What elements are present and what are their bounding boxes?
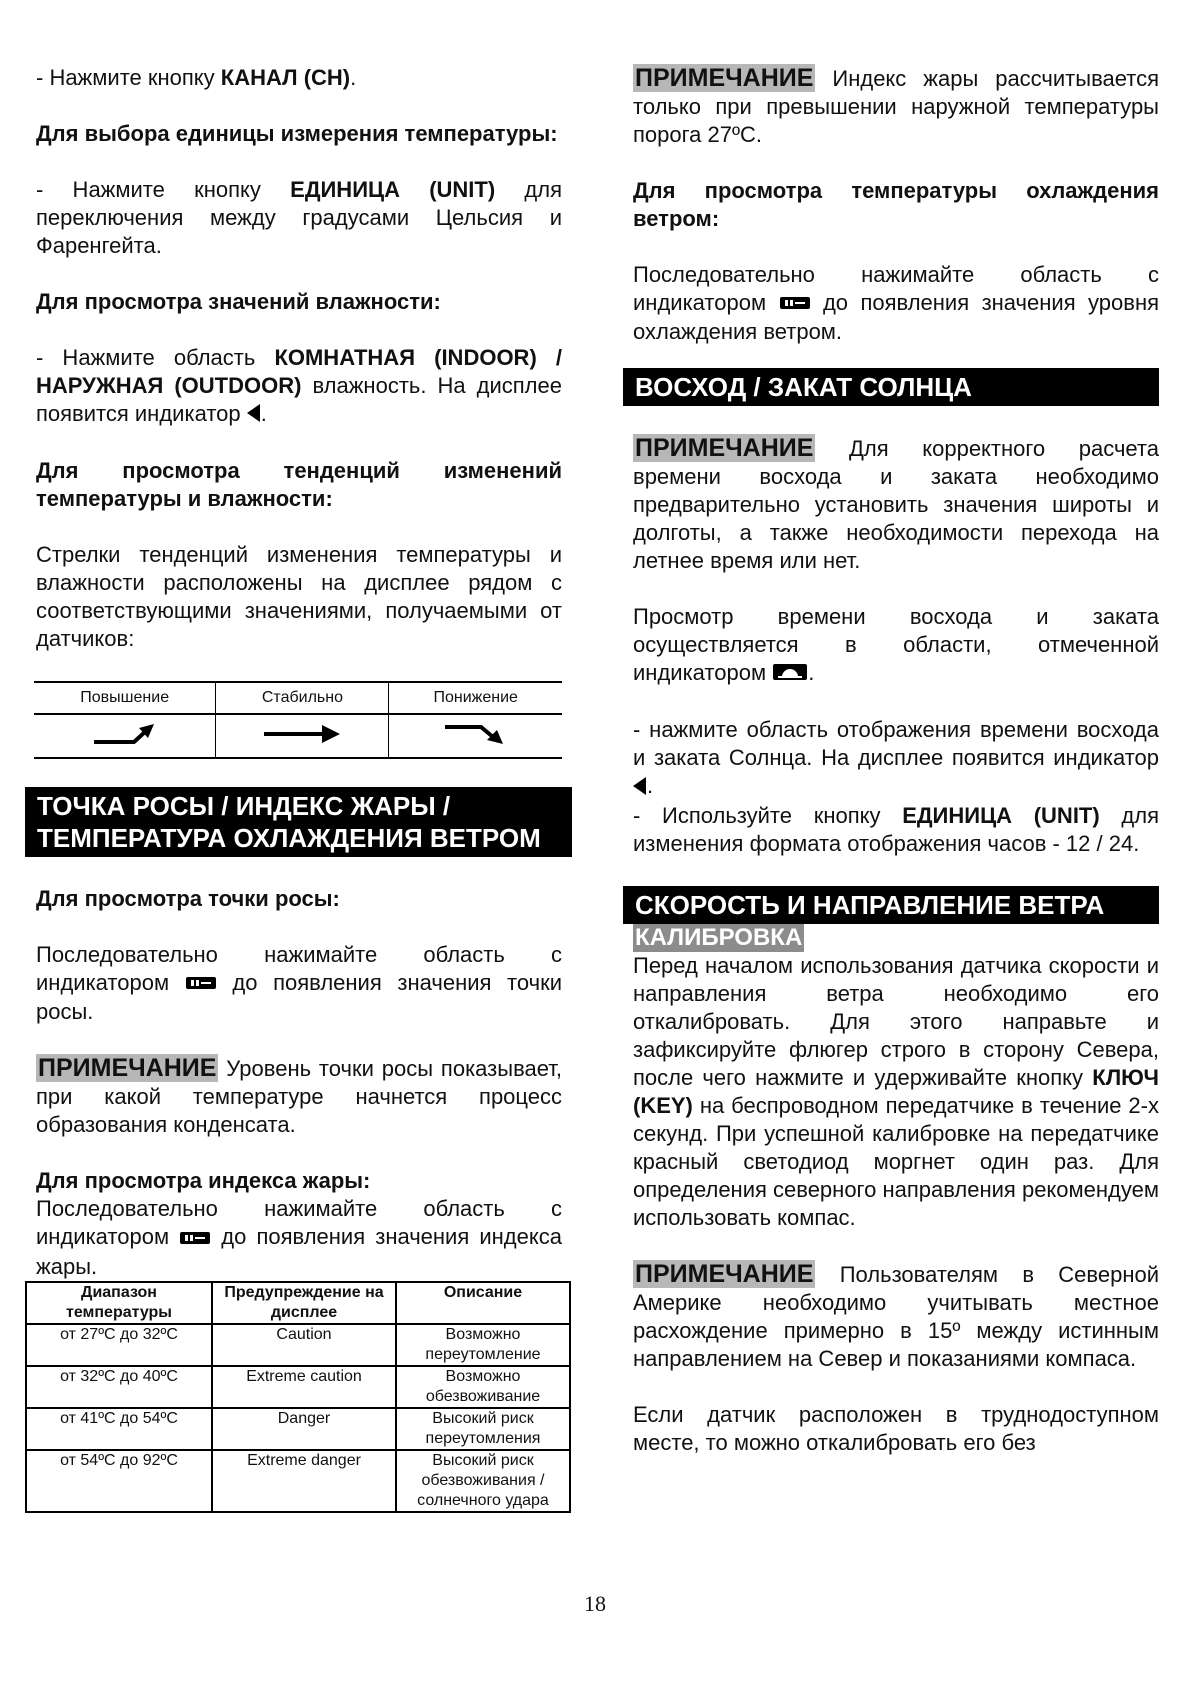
mode-indicator-icon xyxy=(779,290,811,318)
bold-text: КАНАЛ (CH) xyxy=(220,65,351,90)
heat-index-table xyxy=(25,1281,571,1513)
text: . xyxy=(808,660,815,686)
text: - Нажмите кнопку xyxy=(36,177,291,202)
text: Последовательно нажимайте область с индикатором xyxy=(36,1196,562,1250)
text: Последовательно нажимайте область с индикатором xyxy=(633,262,1159,315)
text: Последовательно нажимайте область с индикатором xyxy=(36,942,562,996)
page-number: 18 xyxy=(584,1591,606,1616)
paragraph-sunrise-area xyxy=(633,603,1159,688)
text: - нажмите область отображения времени восхода и заката Солнца. На дисплее появится индикатор xyxy=(633,717,1159,771)
pointer-indicator-icon xyxy=(247,401,261,429)
note-label: ПРИМЕЧАНИЕ xyxy=(635,434,814,463)
text: Просмотр времени восхода и заката осуществляется в области, отмеченной индикатором xyxy=(633,604,1159,686)
section-title-dew-heat-chill: ТОЧКА РОСЫ / ИНДЕКС ЖАРЫ / ТЕМПЕРАТУРА ОХЛАЖДЕНИЯ ВЕТРОМ xyxy=(25,787,572,857)
paragraph-channel xyxy=(36,64,562,92)
text: для изменения формата отображения часов - 12 / 24. xyxy=(633,802,1159,856)
heat-cell-description: Возможно переутомление xyxy=(396,1324,570,1366)
left-column xyxy=(36,64,562,1513)
text: Уровень точки росы показывает, при какой температуре начнется процесс образования конденсата. xyxy=(36,1056,562,1138)
text: Перед началом использования датчика скорости и направления ветра необходимо его откалибровать. Для этого направьте и зафиксируйте флюгер строго в сторону Севера, после чего нажмите и удерживайте кнопку xyxy=(633,952,1159,1090)
text: . xyxy=(260,401,267,426)
calibration-label: КАЛИБРОВКА xyxy=(635,923,803,951)
bold-text: КЛЮЧ (KEY) xyxy=(633,1064,1159,1118)
note-label: ПРИМЕЧАНИЕ xyxy=(38,1054,217,1083)
text: . xyxy=(647,773,654,799)
heading-unit: Для выбора единицы измерения температуры: xyxy=(36,121,558,146)
text: - Нажмите кнопку xyxy=(36,65,221,90)
paragraph-humidity xyxy=(36,344,562,429)
trend-label-falling: Понижение xyxy=(389,682,562,714)
text: на беспроводном передатчике в течение 2-х секунд. При успешной калибровке на передатчике красный светодиод моргнет один раз. Для определения северного направления рекомендуем использовать компас. xyxy=(633,1092,1159,1230)
arrow-falling-icon xyxy=(389,714,562,758)
section-title-sunrise-sunset: ВОСХОД / ЗАКАТ СОЛНЦА xyxy=(623,368,1159,406)
heat-header-description: Описание xyxy=(396,1282,570,1324)
text: . xyxy=(350,65,357,90)
note-label: ПРИМЕЧАНИЕ xyxy=(635,64,814,92)
heat-cell-warning: Danger xyxy=(212,1408,396,1450)
table-row xyxy=(26,1366,570,1408)
text: для переключения между градусами Цельсия и Фаренгейта. xyxy=(36,177,562,258)
bold-text: ЕДИНИЦА (UNIT) xyxy=(902,802,1100,828)
arrow-steady-icon xyxy=(216,714,389,758)
heading-wind-chill: Для просмотра температуры охлаждения ветром: xyxy=(633,178,1159,231)
heat-cell-range: от 41ºC до 54ºC xyxy=(26,1408,212,1450)
text: - Используйте кнопку xyxy=(633,802,903,828)
section-title-wind: СКОРОСТЬ И НАПРАВЛЕНИЕ ВЕТРА xyxy=(623,886,1159,924)
paragraph-note-sunrise xyxy=(633,434,1159,575)
text: Индекс жары рассчитывается только при превышении наружной температуры порога 27ºC. xyxy=(633,66,1159,147)
sunrise-indicator-icon xyxy=(772,660,808,688)
heat-cell-description: Возможно обезвоживание xyxy=(396,1366,570,1408)
pointer-indicator-icon xyxy=(633,774,647,802)
trend-label-steady: Стабильно xyxy=(216,682,389,714)
calibration-label-row xyxy=(633,924,1159,952)
trend-label-rising: Повышение xyxy=(34,682,216,714)
paragraph-trends: Стрелки тенденций изменения температуры и влажности расположены на дисплее рядом с соответствующими значениями, получаемыми от датчиков: xyxy=(36,542,562,652)
bold-text: ЕДИНИЦА (UNIT) xyxy=(290,177,496,202)
text: Пользователям в Северной Америке необходимо учитывать местное расхождение примерно в 15º между истинным направлением на Север и показаниями компаса. xyxy=(633,1261,1159,1371)
table-row xyxy=(26,1408,570,1450)
heat-cell-warning: Extreme caution xyxy=(212,1366,396,1408)
text: влажность. На дисплее появится индикатор xyxy=(36,373,562,426)
paragraph-remote-location: Если датчик расположен в труднодоступном месте, то можно откалибровать его без xyxy=(633,1401,1159,1455)
heat-cell-warning: Caution xyxy=(212,1324,396,1366)
table-row xyxy=(26,1450,570,1512)
paragraph-sunrise-press xyxy=(633,716,1159,801)
paragraph-heat-index xyxy=(36,1195,562,1280)
text: до появления значения индекса жары. xyxy=(36,1224,562,1279)
paragraph-sunrise-unit xyxy=(633,802,1159,858)
paragraph-note-heat-threshold xyxy=(633,64,1159,149)
text: до появления значения уровня охлаждения ветром. xyxy=(633,290,1160,345)
text: до появления значения точки росы. xyxy=(36,970,563,1025)
heat-cell-description: Высокий риск переутомления xyxy=(396,1408,570,1450)
bold-text: КОМНАТНАЯ (INDOOR) / НАРУЖНАЯ (OUTDOOR) xyxy=(36,345,562,398)
paragraph-note-compass xyxy=(633,1260,1159,1373)
mode-indicator-icon xyxy=(179,1225,211,1253)
trend-table xyxy=(34,681,562,759)
mode-indicator-icon xyxy=(185,970,217,998)
text: Для корректного расчета времени восхода и заката необходимо предварительно установить значения широты и долготы, а также необходимости перехода на летнее время или нет. xyxy=(633,436,1159,574)
heading-humidity: Для просмотра значений влажности: xyxy=(36,289,441,314)
table-row xyxy=(26,1324,570,1366)
heat-header-warning: Предупреждение на дисплее xyxy=(212,1282,396,1324)
text: - Нажмите область xyxy=(36,345,275,370)
right-column xyxy=(633,64,1159,1457)
paragraph-wind-chill xyxy=(633,261,1159,346)
heat-cell-range: от 54ºC до 92ºC xyxy=(26,1450,212,1512)
heading-trends: Для просмотра тенденций изменений температуры и влажности: xyxy=(36,458,562,512)
heat-header-range: Диапазон температуры xyxy=(26,1282,212,1324)
paragraph-dew-point xyxy=(36,941,562,1026)
paragraph-calibration xyxy=(633,952,1159,1232)
arrow-rising-icon xyxy=(34,714,216,758)
heat-cell-range: от 32ºC до 40ºC xyxy=(26,1366,212,1408)
paragraph-note-dew xyxy=(36,1054,562,1139)
heat-cell-description: Высокий риск обезвоживания / солнечного удара xyxy=(396,1450,570,1512)
heading-heat-index: Для просмотра индекса жары: xyxy=(36,1168,371,1194)
heat-cell-range: от 27ºC до 32ºC xyxy=(26,1324,212,1366)
note-label: ПРИМЕЧАНИЕ xyxy=(635,1259,814,1288)
heat-cell-warning: Extreme danger xyxy=(212,1450,396,1512)
paragraph-unit xyxy=(36,176,562,260)
heading-dew-point: Для просмотра точки росы: xyxy=(36,886,340,912)
